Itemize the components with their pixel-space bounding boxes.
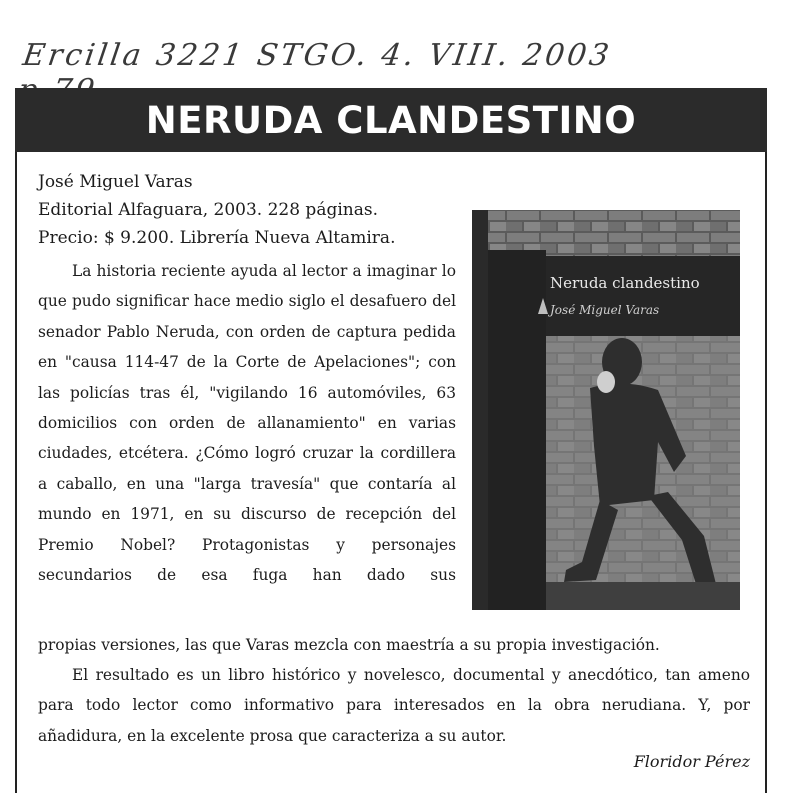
publisher-logo-icon bbox=[536, 296, 550, 316]
cover-title: Neruda clandestino bbox=[550, 274, 700, 292]
book-cover-image bbox=[472, 210, 740, 610]
review-paragraph-2: El resultado es un libro histórico y novelesco, documental y anecdótico, tan ameno para todo lector como informativo para interesados en la obra nerudiana. Y, por añadidura, en la excelente prosa que caracteriza a su autor. bbox=[38, 666, 750, 745]
title-bar bbox=[15, 88, 767, 152]
page-title: NERUDA CLANDESTINO bbox=[145, 98, 637, 142]
review-paragraph-1-wrapped: La historia reciente ayuda al lector a imaginar lo que pudo significar hace medio siglo el desafuero del senador Pablo Neruda, con orden de captura pedida en "causa 114-47 de la Corte de Apelaciones"; con las policías tras él, "vigilando 16 automóviles, 63 domicilios con orden de allanamiento" en varias ciudades, etcétera. ¿Cómo logró cruzar la cordillera a caballo, en una "larga travesía" que contaría al mundo en 1971, en su discurso de recepción del Premio Nobel? Protagonistas y personajes secundarios de esa fuga han dado sus bbox=[38, 262, 456, 585]
book-publisher: Editorial Alfaguara, 2003. 228 páginas. bbox=[38, 200, 378, 220]
book-author: José Miguel Varas bbox=[38, 172, 193, 192]
handwritten-source-note: Ercilla 3221 STGO. 4. VIII. 2003 bbox=[20, 38, 614, 73]
review-paragraph-1-end: propias versiones, las que Varas mezcla con maestría a su propia investigación. bbox=[38, 636, 660, 654]
reviewer-signature: Floridor Pérez bbox=[633, 752, 750, 771]
book-price: Precio: $ 9.200. Librería Nueva Altamira. bbox=[38, 228, 396, 248]
cover-author: José Miguel Varas bbox=[550, 303, 660, 317]
